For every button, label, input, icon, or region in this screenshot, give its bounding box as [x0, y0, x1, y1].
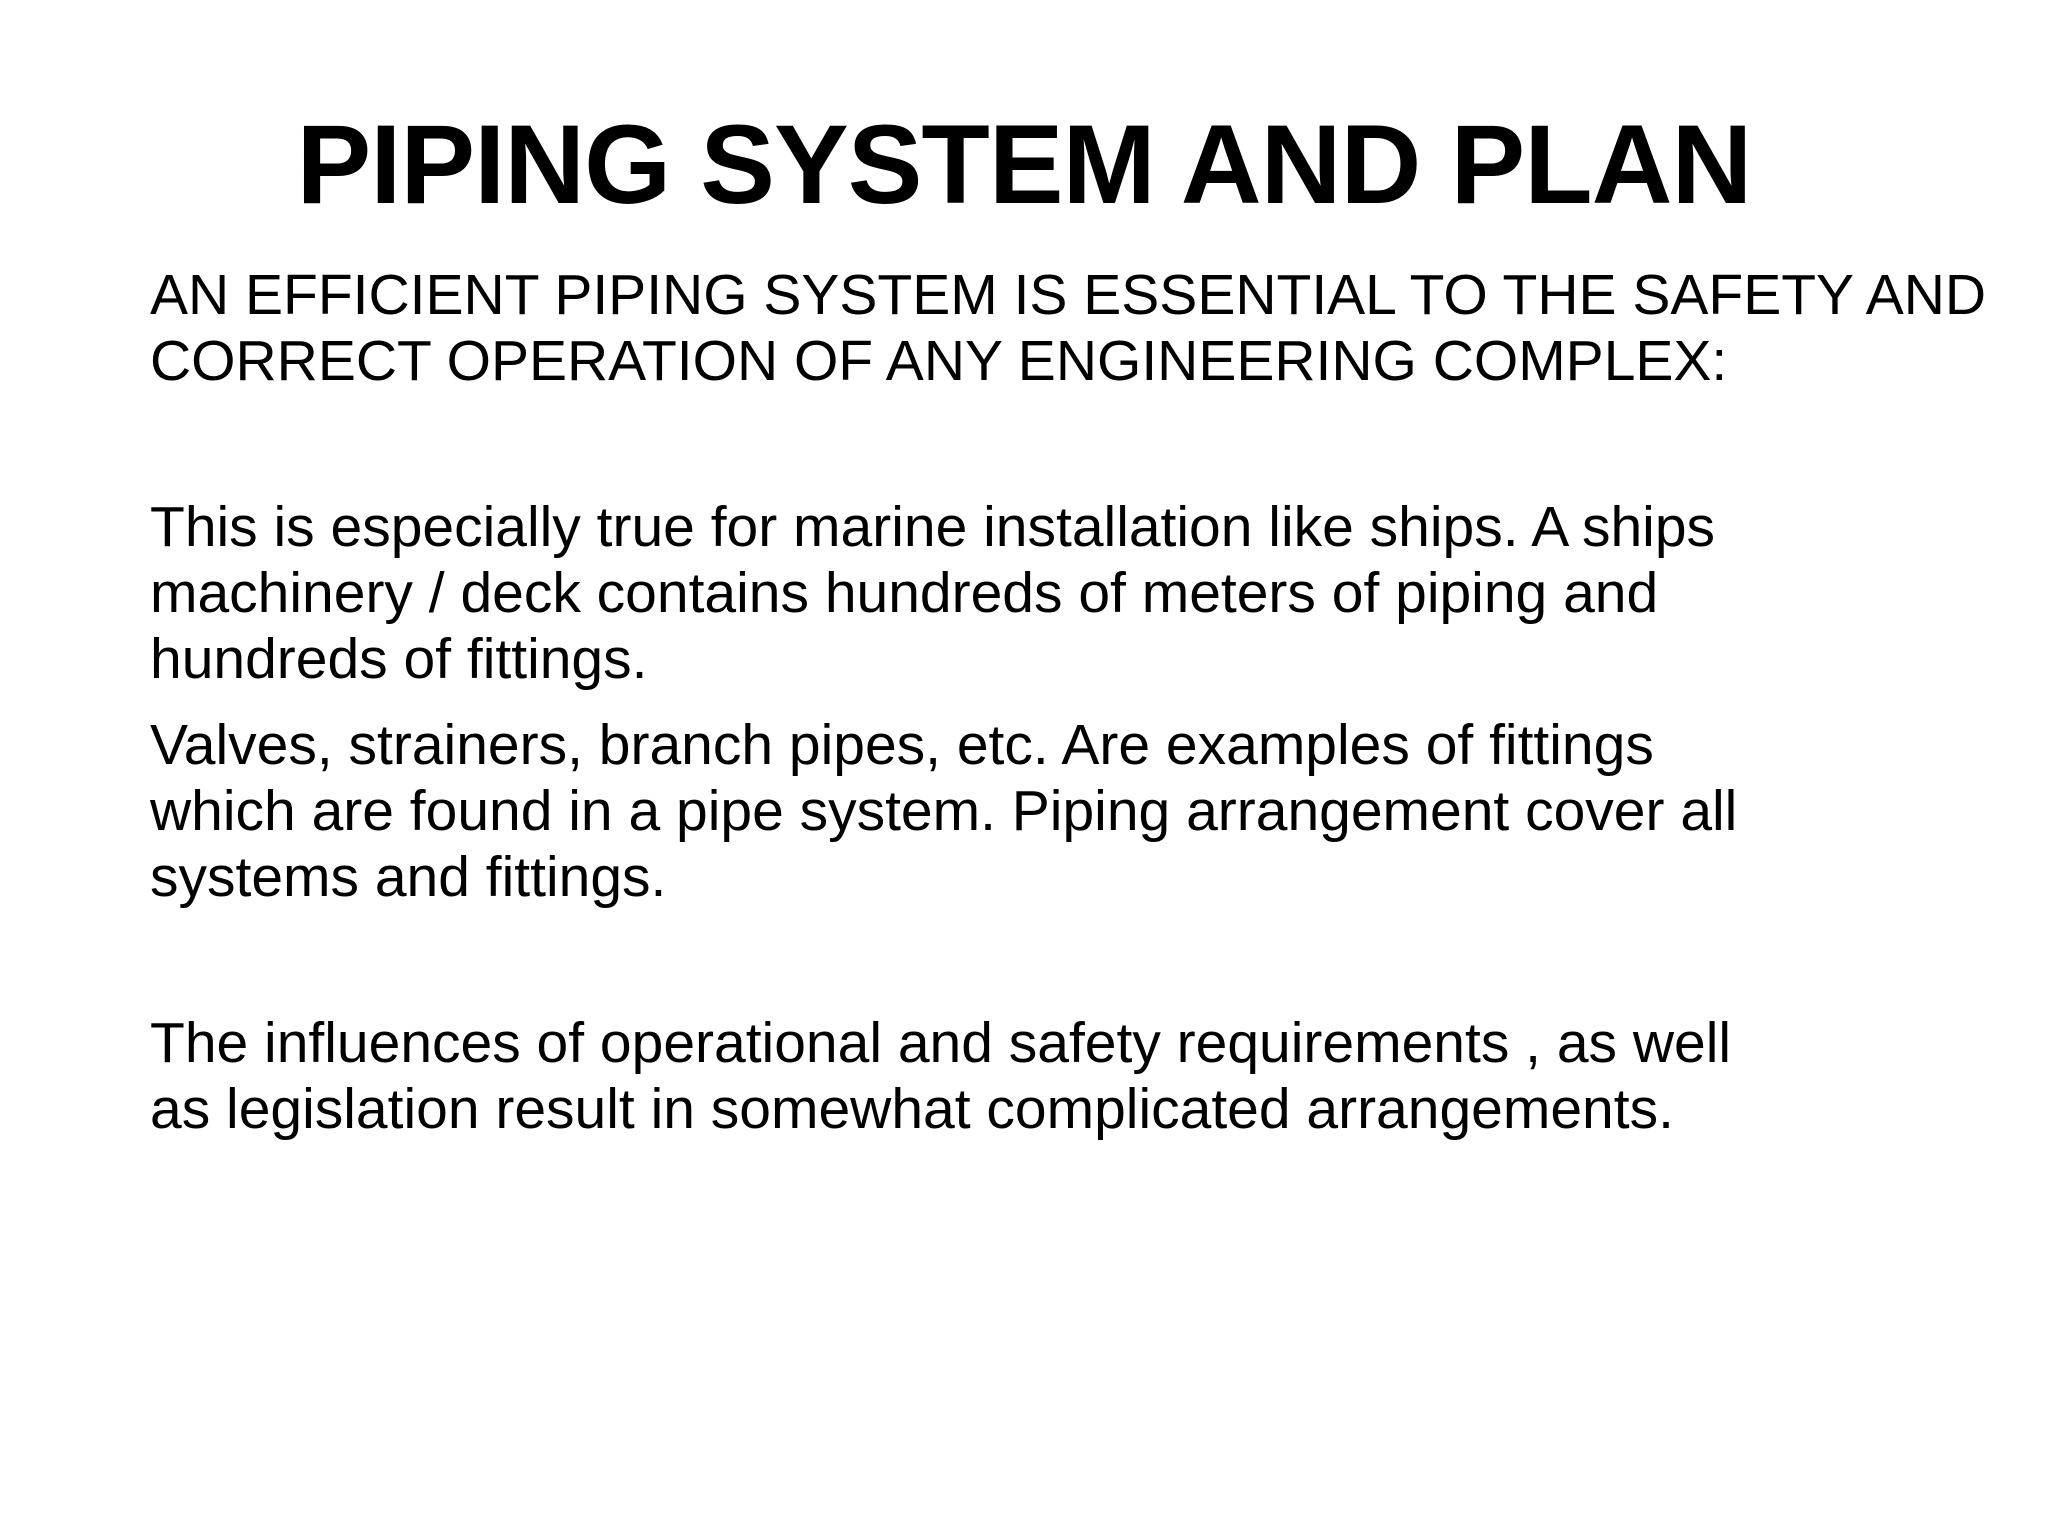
paragraph-line: as legislation result in somewhat complicated arrangements.: [150, 1077, 1674, 1141]
paragraph-line: systems and fittings.: [150, 845, 667, 909]
paragraph-fittings: [150, 712, 1970, 910]
spacer: [150, 910, 1970, 1010]
paragraph-influences: [150, 1010, 1970, 1142]
paragraph-line: This is especially true for marine installation like ships. A ships: [150, 495, 1716, 559]
slide-body: [150, 262, 1987, 1142]
spacer: [150, 692, 1970, 712]
paragraph-line: AN EFFICIENT PIPING SYSTEM IS ESSENTIAL TO THE SAFETY AND: [150, 263, 1987, 327]
slide-title: PIPING SYSTEM AND PLAN: [296, 102, 1752, 227]
paragraph-line: hundreds of fittings.: [150, 627, 648, 691]
spacer: [150, 394, 1970, 494]
paragraph-line: which are found in a pipe system. Piping arrangement cover all: [150, 779, 1738, 843]
paragraph-line: CORRECT OPERATION OF ANY ENGINEERING COMPLEX:: [150, 329, 1728, 393]
paragraph-marine: [150, 494, 1970, 692]
paragraph-line: machinery / deck contains hundreds of meters of piping and: [150, 561, 1659, 625]
paragraph-intro: [150, 262, 1987, 394]
paragraph-line: Valves, strainers, branch pipes, etc. Are examples of fittings: [150, 713, 1654, 777]
paragraph-line: The influences of operational and safety requirements , as well: [150, 1011, 1732, 1075]
